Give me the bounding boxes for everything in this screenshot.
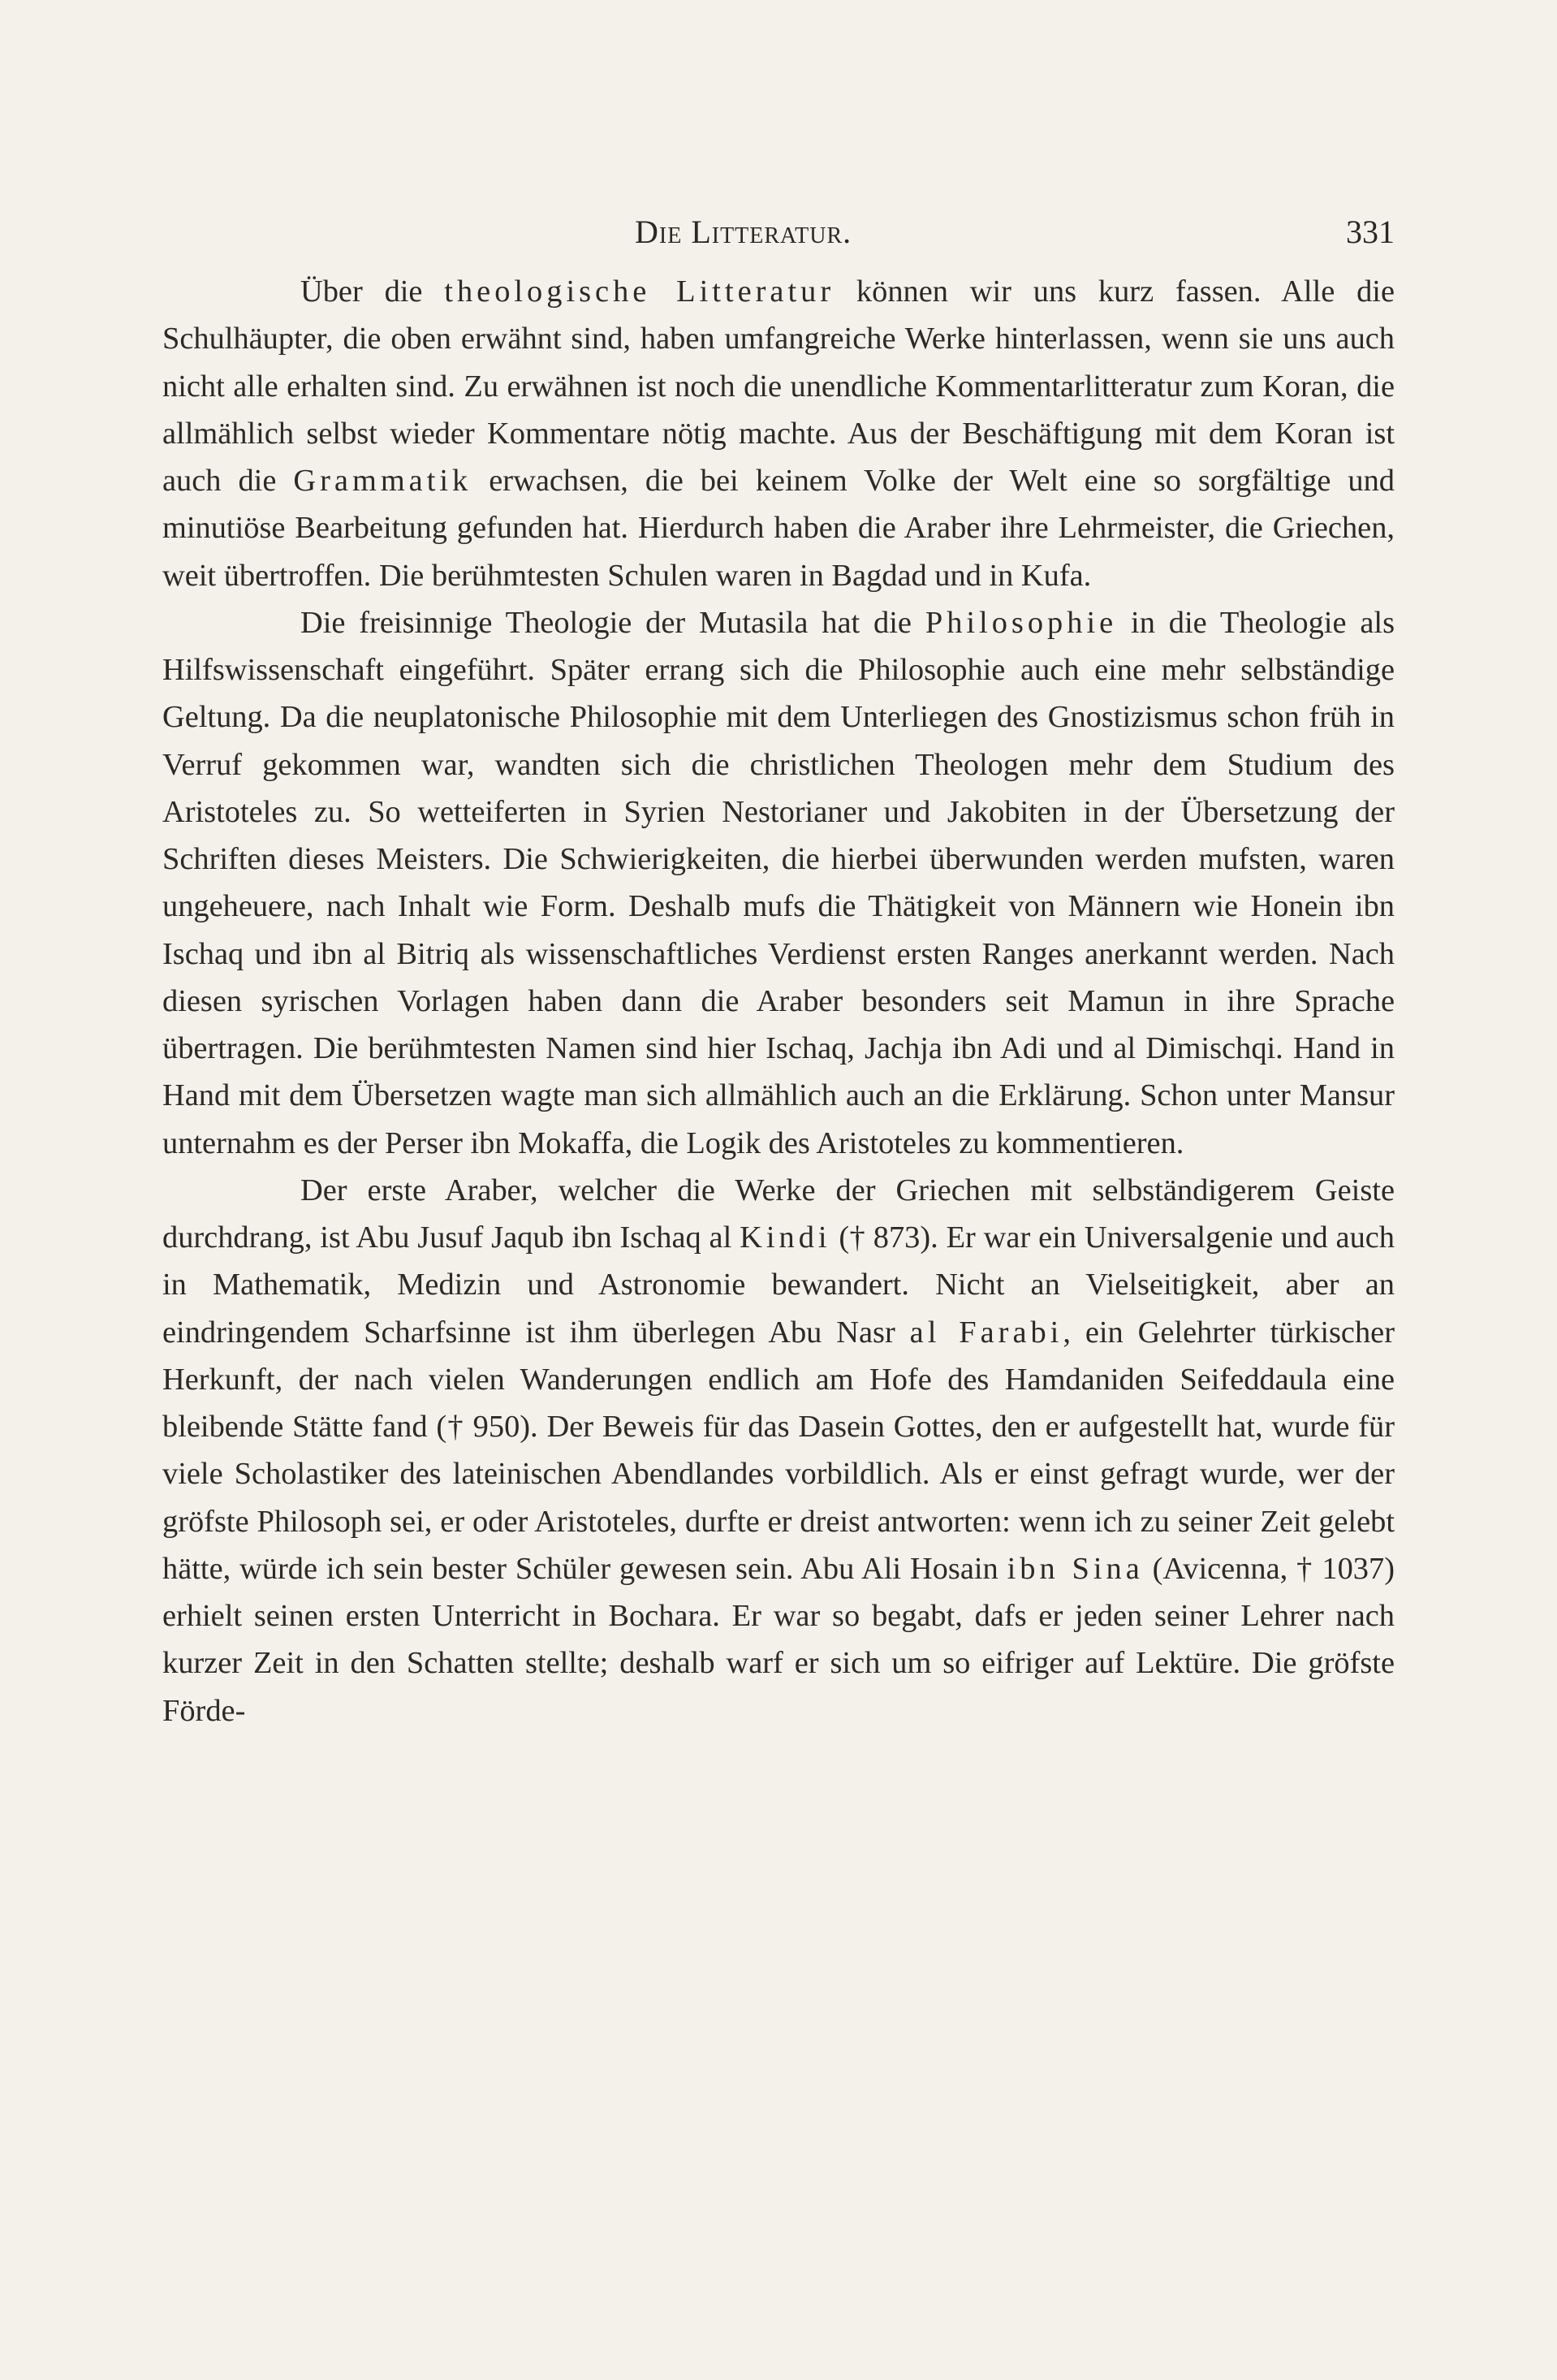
spaced-term-al-farabi: al Farabi [909, 1315, 1063, 1350]
text-run: erwachsen, die bei keinem Volke der Welt eine so sorgfältige und minutiöse Bearbeitung gefunden hat. Hierdurch haben die Araber ihre Lehrmeister, die Griechen, weit übertroffen. Die berühmtesten Schulen waren in Bagdad und in Kufa. [162, 464, 1395, 593]
spaced-term-ibn-sina: ibn Sina [1007, 1551, 1144, 1586]
running-title: Die Litteratur. [635, 214, 852, 250]
spaced-term-philosophie: Philosophie [925, 605, 1118, 640]
text-run: in die Theologie als Hilfswissenschaft eingeführt. Später errang sich die Philosophie auch eine mehr selbständige Geltung. Da die neuplatonische Philosophie mit dem Unterliegen des Gnostizismus schon früh in Verruf gekommen war, wandten sich die christlichen Theologen mehr dem Studium des Aristoteles zu. So wetteiferten in Syrien Nestorianer und Jakobiten in der Übersetzung der Schriften dieses Meisters. Die Schwierigkeiten, die hierbei überwunden werden mufsten, waren ungeheuere, nach Inhalt wie Form. Deshalb mufs die Thätigkeit von Männern wie Honein ibn Ischaq und ibn al Bitriq als wissenschaftliches Verdienst ersten Ranges anerkannt werden. Nach diesen syrischen Vorlagen haben dann die Araber besonders seit Mamun in ihre Sprache übertragen. Die berühmtesten Namen sind hier Ischaq, Jachja ibn Adi und al Dimischqi. Hand in Hand mit dem Übersetzen wagte man sich allmählich auch an die Erklärung. Schon unter Mansur unternahm es der Perser ibn Mokaffa, die Logik des Aristoteles zu kommentieren. [162, 605, 1395, 1160]
text-run: , ein Gelehrter türkischer Herkunft, der nach vielen Wanderungen endlich am Hofe des Hamdaniden Seifeddaula eine bleibende Stätte fand († 950). Der Beweis für das Dasein Gottes, den er aufgestellt hat, wurde für viele Scholastiker des lateinischen Abendlandes vorbildlich. Als er einst gefragt wurde, wer der gröfste Philosoph sei, er oder Aristoteles, durfte er dreist antworten: wenn ich zu seiner Zeit gelebt hätte, würde ich sein bester Schüler gewesen sein. Abu Ali Hosain [162, 1315, 1395, 1586]
body-text [162, 268, 1395, 1734]
spaced-term-kindi: Kindi [740, 1220, 831, 1255]
text-run: Die freisinnige Theologie der Mutasila hat die [300, 605, 925, 640]
page-header [162, 213, 1395, 261]
spaced-term-grammatik: Grammatik [293, 464, 472, 498]
text-run: († 873). Er war ein Universalgenie und auch in Mathematik, Medizin und Astronomie bewandert. Nicht an Vielseitigkeit, aber an eindringendem Scharfsinne ist ihm überlegen Abu Nasr [162, 1220, 1395, 1350]
spaced-term-theologische-litteratur: theologische Litteratur [444, 274, 835, 309]
page-number: 331 [1346, 214, 1395, 250]
paragraph-theologische-litteratur [162, 268, 1395, 599]
text-run: Der erste Araber, welcher die Werke der Griechen mit selbständigerem Geiste durchdrang, ist Abu Jusuf Jaqub ibn Ischaq al [162, 1173, 1395, 1255]
text-run: Über die [300, 274, 445, 309]
text-run: können wir uns kurz fassen. Alle die Schulhäupter, die oben erwähnt sind, haben umfangreiche Werke hinterlassen, wenn sie uns auch nicht alle erhalten sind. Zu erwähnen ist noch die unendliche Kommentarlitteratur zum Koran, die allmählich selbst wieder Kommentare nötig machte. Aus der Beschäftigung mit dem Koran ist auch die [162, 274, 1395, 498]
paragraph-philosophie [162, 599, 1395, 1167]
paragraph-araber-philosophen [162, 1167, 1395, 1734]
text-run: (Avicenna, † 1037) erhielt seinen ersten Unterricht in Bochara. Er war so begabt, dafs er jeden seiner Lehrer nach kurzer Zeit in den Schatten stellte; deshalb warf er sich um so eifriger auf Lektüre. Die gröfste Förde- [162, 1551, 1395, 1728]
